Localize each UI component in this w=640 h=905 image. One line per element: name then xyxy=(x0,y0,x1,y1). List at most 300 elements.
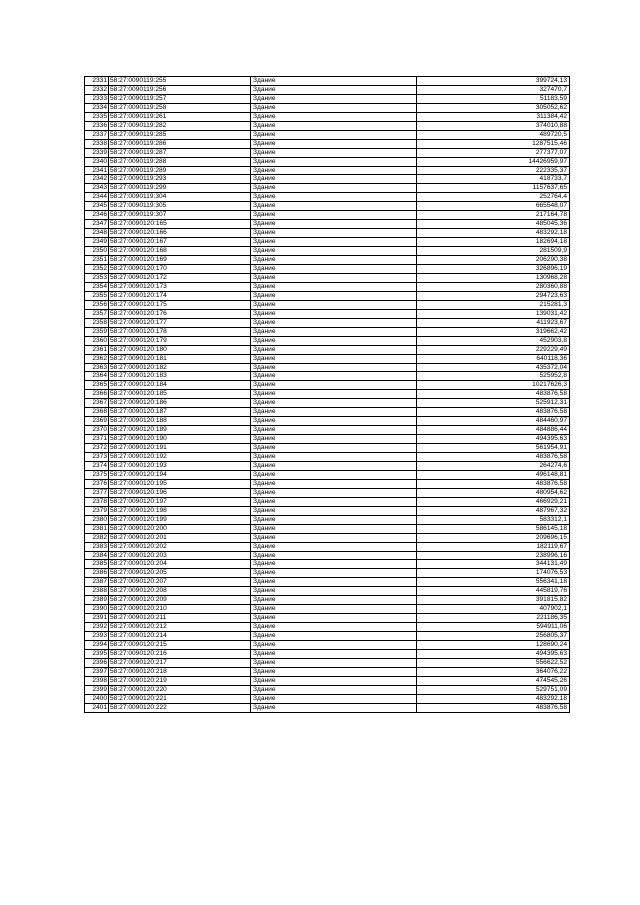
cadastral-value-cell: 494395,63 xyxy=(417,435,570,444)
object-type-cell: Здание xyxy=(251,139,417,148)
object-type-cell: Здание xyxy=(251,256,417,265)
cadastral-value-cell: 594911,06 xyxy=(417,623,570,632)
row-number-cell: 2338 xyxy=(85,139,109,148)
row-number-cell: 2341 xyxy=(85,166,109,175)
cadastral-value-cell: 256805,37 xyxy=(417,632,570,641)
cadastral-value-cell: 466929,21 xyxy=(417,497,570,506)
cadastral-value-cell: 483876,58 xyxy=(417,408,570,417)
table-row xyxy=(85,265,570,274)
table-row xyxy=(85,390,570,399)
table-row xyxy=(85,112,570,121)
cadastral-number-cell: 58:27:0090119:255 xyxy=(109,77,251,86)
row-number-cell: 2358 xyxy=(85,318,109,327)
table-row xyxy=(85,77,570,86)
object-type-cell: Здание xyxy=(251,354,417,363)
table-row xyxy=(85,291,570,300)
table-row xyxy=(85,229,570,238)
row-number-cell: 2390 xyxy=(85,605,109,614)
table-row xyxy=(85,569,570,578)
table-row xyxy=(85,417,570,426)
object-type-cell: Здание xyxy=(251,533,417,542)
cadastral-number-cell: 58:27:0090120:216 xyxy=(109,650,251,659)
cadastral-value-cell: 583312,1 xyxy=(417,515,570,524)
row-number-cell: 2393 xyxy=(85,632,109,641)
cadastral-number-cell: 58:27:0090119:288 xyxy=(109,157,251,166)
table-row xyxy=(85,667,570,676)
object-type-cell: Здание xyxy=(251,336,417,345)
object-type-cell: Здание xyxy=(251,399,417,408)
row-number-cell: 2386 xyxy=(85,569,109,578)
cadastral-number-cell: 58:27:0090120:208 xyxy=(109,587,251,596)
table-row xyxy=(85,238,570,247)
cadastral-number-cell: 58:27:0090120:215 xyxy=(109,641,251,650)
table-row xyxy=(85,309,570,318)
object-type-cell: Здание xyxy=(251,524,417,533)
cadastral-value-cell: 399724,13 xyxy=(417,77,570,86)
cadastral-value-cell: 215281,3 xyxy=(417,300,570,309)
cadastral-number-cell: 58:27:0090119:293 xyxy=(109,175,251,184)
cadastral-value-cell: 128690,24 xyxy=(417,641,570,650)
row-number-cell: 2378 xyxy=(85,497,109,506)
cadastral-value-cell: 561954,91 xyxy=(417,444,570,453)
cadastral-value-cell: 209696,15 xyxy=(417,533,570,542)
cadastral-value-cell: 487967,32 xyxy=(417,506,570,515)
cadastral-number-cell: 58:27:0090120:166 xyxy=(109,229,251,238)
cadastral-number-cell: 58:27:0090120:214 xyxy=(109,632,251,641)
cadastral-value-cell: 14426959,97 xyxy=(417,157,570,166)
table-row xyxy=(85,614,570,623)
object-type-cell: Здание xyxy=(251,605,417,614)
cadastral-value-cell: 445819,76 xyxy=(417,587,570,596)
row-number-cell: 2377 xyxy=(85,488,109,497)
object-type-cell: Здание xyxy=(251,506,417,515)
object-type-cell: Здание xyxy=(251,94,417,103)
table-row xyxy=(85,85,570,94)
table-row xyxy=(85,542,570,551)
cadastral-value-cell: 489720,5 xyxy=(417,130,570,139)
object-type-cell: Здание xyxy=(251,282,417,291)
object-type-cell: Здание xyxy=(251,551,417,560)
cadastral-value-cell: 480954,62 xyxy=(417,488,570,497)
cadastral-number-cell: 58:27:0090119:285 xyxy=(109,130,251,139)
row-number-cell: 2372 xyxy=(85,444,109,453)
cadastral-value-cell: 452903,8 xyxy=(417,336,570,345)
table-row xyxy=(85,103,570,112)
cadastral-value-cell: 277377,07 xyxy=(417,148,570,157)
row-number-cell: 2332 xyxy=(85,85,109,94)
table-row xyxy=(85,318,570,327)
cadastral-value-cell: 229229,49 xyxy=(417,345,570,354)
cadastral-value-cell: 665548,07 xyxy=(417,202,570,211)
cadastral-number-cell: 58:27:0090119:304 xyxy=(109,193,251,202)
object-type-cell: Здание xyxy=(251,578,417,587)
cadastral-value-cell: 483876,58 xyxy=(417,479,570,488)
cadastral-number-cell: 58:27:0090120:198 xyxy=(109,506,251,515)
row-number-cell: 2376 xyxy=(85,479,109,488)
cadastral-value-cell: 411923,67 xyxy=(417,318,570,327)
cadastral-number-cell: 58:27:0090120:189 xyxy=(109,426,251,435)
object-type-cell: Здание xyxy=(251,103,417,112)
row-number-cell: 2384 xyxy=(85,551,109,560)
cadastral-value-cell: 407902,1 xyxy=(417,605,570,614)
row-number-cell: 2342 xyxy=(85,175,109,184)
table-row xyxy=(85,551,570,560)
cadastral-number-cell: 58:27:0090119:256 xyxy=(109,85,251,94)
row-number-cell: 2348 xyxy=(85,229,109,238)
cadastral-number-cell: 58:27:0090120:170 xyxy=(109,265,251,274)
cadastral-value-cell: 556622,52 xyxy=(417,658,570,667)
table-row xyxy=(85,497,570,506)
cadastral-number-cell: 58:27:0090120:217 xyxy=(109,658,251,667)
row-number-cell: 2381 xyxy=(85,524,109,533)
table-row xyxy=(85,211,570,220)
cadastral-number-cell: 58:27:0090120:194 xyxy=(109,470,251,479)
cadastral-number-cell: 58:27:0090120:197 xyxy=(109,497,251,506)
object-type-cell: Здание xyxy=(251,202,417,211)
row-number-cell: 2368 xyxy=(85,408,109,417)
object-type-cell: Здание xyxy=(251,650,417,659)
table-row xyxy=(85,676,570,685)
row-number-cell: 2357 xyxy=(85,309,109,318)
cadastral-number-cell: 58:27:0090120:193 xyxy=(109,461,251,470)
cadastral-number-cell: 58:27:0090120:205 xyxy=(109,569,251,578)
row-number-cell: 2336 xyxy=(85,121,109,130)
object-type-cell: Здание xyxy=(251,220,417,229)
cadastral-number-cell: 58:27:0090120:204 xyxy=(109,560,251,569)
row-number-cell: 2391 xyxy=(85,614,109,623)
table-row xyxy=(85,345,570,354)
object-type-cell: Здание xyxy=(251,175,417,184)
object-type-cell: Здание xyxy=(251,515,417,524)
row-number-cell: 2374 xyxy=(85,461,109,470)
table-row xyxy=(85,202,570,211)
row-number-cell: 2361 xyxy=(85,345,109,354)
row-number-cell: 2351 xyxy=(85,256,109,265)
object-type-cell: Здание xyxy=(251,345,417,354)
object-type-cell: Здание xyxy=(251,381,417,390)
cadastral-value-cell: 364076,22 xyxy=(417,667,570,676)
cadastral-number-cell: 58:27:0090120:207 xyxy=(109,578,251,587)
table-row xyxy=(85,488,570,497)
cadastral-number-cell: 58:27:0090120:192 xyxy=(109,453,251,462)
object-type-cell: Здание xyxy=(251,372,417,381)
table-row xyxy=(85,641,570,650)
cadastral-number-cell: 58:27:0090120:167 xyxy=(109,238,251,247)
row-number-cell: 2359 xyxy=(85,327,109,336)
cadastral-value-cell: 294723,63 xyxy=(417,291,570,300)
object-type-cell: Здание xyxy=(251,497,417,506)
table-row xyxy=(85,139,570,148)
object-type-cell: Здание xyxy=(251,676,417,685)
table-row xyxy=(85,408,570,417)
cadastral-value-cell: 327470,7 xyxy=(417,85,570,94)
cadastral-value-cell: 238996,16 xyxy=(417,551,570,560)
object-type-cell: Здание xyxy=(251,694,417,703)
cadastral-value-cell: 525952,8 xyxy=(417,372,570,381)
cadastral-number-cell: 58:27:0090119:257 xyxy=(109,94,251,103)
cadastral-value-cell: 221186,35 xyxy=(417,614,570,623)
object-type-cell: Здание xyxy=(251,488,417,497)
object-type-cell: Здание xyxy=(251,148,417,157)
table-row xyxy=(85,148,570,157)
row-number-cell: 2360 xyxy=(85,336,109,345)
cadastral-number-cell: 58:27:0090120:202 xyxy=(109,542,251,551)
object-type-cell: Здание xyxy=(251,211,417,220)
cadastral-number-cell: 58:27:0090120:195 xyxy=(109,479,251,488)
cadastral-value-cell: 494395,63 xyxy=(417,650,570,659)
cadastral-value-cell: 311384,42 xyxy=(417,112,570,121)
table-row xyxy=(85,560,570,569)
cadastral-number-cell: 58:27:0090120:168 xyxy=(109,247,251,256)
object-type-cell: Здание xyxy=(251,641,417,650)
table-row xyxy=(85,578,570,587)
cadastral-value-cell: 252764,4 xyxy=(417,193,570,202)
row-number-cell: 2346 xyxy=(85,211,109,220)
row-number-cell: 2401 xyxy=(85,703,109,712)
table-body xyxy=(85,77,570,713)
object-type-cell: Здание xyxy=(251,408,417,417)
table-row xyxy=(85,336,570,345)
cadastral-value-cell: 344131,49 xyxy=(417,560,570,569)
cadastral-number-cell: 58:27:0090120:184 xyxy=(109,381,251,390)
table-row xyxy=(85,175,570,184)
cadastral-value-cell: 640118,36 xyxy=(417,354,570,363)
cadastral-value-cell: 1287515,46 xyxy=(417,139,570,148)
cadastral-number-cell: 58:27:0090120:222 xyxy=(109,703,251,712)
table-row xyxy=(85,327,570,336)
table-row xyxy=(85,623,570,632)
cadastral-number-cell: 58:27:0090120:201 xyxy=(109,533,251,542)
object-type-cell: Здание xyxy=(251,184,417,193)
cadastral-number-cell: 58:27:0090120:174 xyxy=(109,291,251,300)
cadastral-number-cell: 58:27:0090120:200 xyxy=(109,524,251,533)
cadastral-number-cell: 58:27:0090120:183 xyxy=(109,372,251,381)
cadastral-value-table xyxy=(84,76,570,713)
cadastral-value-cell: 130968,28 xyxy=(417,273,570,282)
row-number-cell: 2396 xyxy=(85,658,109,667)
cadastral-number-cell: 58:27:0090120:211 xyxy=(109,614,251,623)
row-number-cell: 2343 xyxy=(85,184,109,193)
object-type-cell: Здание xyxy=(251,265,417,274)
row-number-cell: 2349 xyxy=(85,238,109,247)
row-number-cell: 2394 xyxy=(85,641,109,650)
table-row xyxy=(85,632,570,641)
cadastral-number-cell: 58:27:0090120:209 xyxy=(109,596,251,605)
cadastral-number-cell: 58:27:0090120:175 xyxy=(109,300,251,309)
row-number-cell: 2333 xyxy=(85,94,109,103)
object-type-cell: Здание xyxy=(251,703,417,712)
cadastral-value-cell: 182694,18 xyxy=(417,238,570,247)
row-number-cell: 2334 xyxy=(85,103,109,112)
cadastral-value-cell: 281509,9 xyxy=(417,247,570,256)
cadastral-value-cell: 474545,26 xyxy=(417,676,570,685)
table-row xyxy=(85,470,570,479)
row-number-cell: 2380 xyxy=(85,515,109,524)
table-row xyxy=(85,282,570,291)
cadastral-value-cell: 1157637,65 xyxy=(417,184,570,193)
row-number-cell: 2387 xyxy=(85,578,109,587)
table-row xyxy=(85,506,570,515)
cadastral-number-cell: 58:27:0090120:210 xyxy=(109,605,251,614)
row-number-cell: 2363 xyxy=(85,363,109,372)
table-row xyxy=(85,121,570,130)
cadastral-value-cell: 51183,59 xyxy=(417,94,570,103)
object-type-cell: Здание xyxy=(251,470,417,479)
cadastral-number-cell: 58:27:0090120:219 xyxy=(109,676,251,685)
cadastral-number-cell: 58:27:0090120:191 xyxy=(109,444,251,453)
object-type-cell: Здание xyxy=(251,453,417,462)
table-row xyxy=(85,587,570,596)
cadastral-value-cell: 484886,44 xyxy=(417,426,570,435)
row-number-cell: 2400 xyxy=(85,694,109,703)
row-number-cell: 2339 xyxy=(85,148,109,157)
cadastral-value-cell: 217164,78 xyxy=(417,211,570,220)
row-number-cell: 2365 xyxy=(85,381,109,390)
object-type-cell: Здание xyxy=(251,632,417,641)
cadastral-number-cell: 58:27:0090120:212 xyxy=(109,623,251,632)
object-type-cell: Здание xyxy=(251,596,417,605)
table-row xyxy=(85,444,570,453)
table-row xyxy=(85,658,570,667)
row-number-cell: 2369 xyxy=(85,417,109,426)
cadastral-number-cell: 58:27:0090120:220 xyxy=(109,685,251,694)
table-row xyxy=(85,435,570,444)
table-row xyxy=(85,247,570,256)
object-type-cell: Здание xyxy=(251,560,417,569)
row-number-cell: 2353 xyxy=(85,273,109,282)
cadastral-value-cell: 374010,88 xyxy=(417,121,570,130)
object-type-cell: Здание xyxy=(251,667,417,676)
object-type-cell: Здание xyxy=(251,542,417,551)
cadastral-number-cell: 58:27:0090120:185 xyxy=(109,390,251,399)
cadastral-number-cell: 58:27:0090120:165 xyxy=(109,220,251,229)
object-type-cell: Здание xyxy=(251,685,417,694)
object-type-cell: Здание xyxy=(251,121,417,130)
object-type-cell: Здание xyxy=(251,658,417,667)
table-row xyxy=(85,130,570,139)
object-type-cell: Здание xyxy=(251,327,417,336)
cadastral-value-cell: 586145,18 xyxy=(417,524,570,533)
object-type-cell: Здание xyxy=(251,273,417,282)
row-number-cell: 2397 xyxy=(85,667,109,676)
cadastral-number-cell: 58:27:0090120:199 xyxy=(109,515,251,524)
cadastral-value-cell: 483876,58 xyxy=(417,390,570,399)
table-row xyxy=(85,703,570,712)
table-row xyxy=(85,220,570,229)
cadastral-value-cell: 319662,42 xyxy=(417,327,570,336)
cadastral-value-cell: 525912,31 xyxy=(417,399,570,408)
cadastral-number-cell: 58:27:0090120:203 xyxy=(109,551,251,560)
row-number-cell: 2383 xyxy=(85,542,109,551)
table-row xyxy=(85,605,570,614)
cadastral-value-cell: 182119,67 xyxy=(417,542,570,551)
cadastral-number-cell: 58:27:0090120:181 xyxy=(109,354,251,363)
cadastral-value-cell: 326896,19 xyxy=(417,265,570,274)
row-number-cell: 2399 xyxy=(85,685,109,694)
cadastral-number-cell: 58:27:0090120:221 xyxy=(109,694,251,703)
cadastral-number-cell: 58:27:0090120:196 xyxy=(109,488,251,497)
object-type-cell: Здание xyxy=(251,390,417,399)
cadastral-number-cell: 58:27:0090119:289 xyxy=(109,166,251,175)
row-number-cell: 2337 xyxy=(85,130,109,139)
row-number-cell: 2347 xyxy=(85,220,109,229)
row-number-cell: 2392 xyxy=(85,623,109,632)
cadastral-number-cell: 58:27:0090120:218 xyxy=(109,667,251,676)
cadastral-number-cell: 58:27:0090120:186 xyxy=(109,399,251,408)
object-type-cell: Здание xyxy=(251,166,417,175)
table-row xyxy=(85,524,570,533)
cadastral-number-cell: 58:27:0090119:307 xyxy=(109,211,251,220)
row-number-cell: 2355 xyxy=(85,291,109,300)
object-type-cell: Здание xyxy=(251,417,417,426)
cadastral-number-cell: 58:27:0090119:299 xyxy=(109,184,251,193)
table-row xyxy=(85,685,570,694)
object-type-cell: Здание xyxy=(251,238,417,247)
cadastral-value-cell: 305052,62 xyxy=(417,103,570,112)
cadastral-value-cell: 280360,88 xyxy=(417,282,570,291)
table-row xyxy=(85,157,570,166)
table-row xyxy=(85,381,570,390)
row-number-cell: 2373 xyxy=(85,453,109,462)
row-number-cell: 2345 xyxy=(85,202,109,211)
cadastral-value-cell: 484460,97 xyxy=(417,417,570,426)
cadastral-number-cell: 58:27:0090120:173 xyxy=(109,282,251,291)
cadastral-number-cell: 58:27:0090119:287 xyxy=(109,148,251,157)
row-number-cell: 2375 xyxy=(85,470,109,479)
table-row xyxy=(85,461,570,470)
object-type-cell: Здание xyxy=(251,569,417,578)
object-type-cell: Здание xyxy=(251,461,417,470)
object-type-cell: Здание xyxy=(251,130,417,139)
row-number-cell: 2389 xyxy=(85,596,109,605)
cadastral-value-cell: 529751,09 xyxy=(417,685,570,694)
row-number-cell: 2370 xyxy=(85,426,109,435)
cadastral-value-cell: 391815,82 xyxy=(417,596,570,605)
table-row xyxy=(85,372,570,381)
object-type-cell: Здание xyxy=(251,318,417,327)
cadastral-number-cell: 58:27:0090120:180 xyxy=(109,345,251,354)
cadastral-number-cell: 58:27:0090120:188 xyxy=(109,417,251,426)
row-number-cell: 2367 xyxy=(85,399,109,408)
cadastral-number-cell: 58:27:0090120:172 xyxy=(109,273,251,282)
table-row xyxy=(85,596,570,605)
object-type-cell: Здание xyxy=(251,77,417,86)
row-number-cell: 2340 xyxy=(85,157,109,166)
table-row xyxy=(85,193,570,202)
row-number-cell: 2364 xyxy=(85,372,109,381)
object-type-cell: Здание xyxy=(251,112,417,121)
row-number-cell: 2356 xyxy=(85,300,109,309)
cadastral-value-cell: 222335,37 xyxy=(417,166,570,175)
object-type-cell: Здание xyxy=(251,426,417,435)
row-number-cell: 2344 xyxy=(85,193,109,202)
cadastral-value-cell: 435372,04 xyxy=(417,363,570,372)
cadastral-number-cell: 58:27:0090120:182 xyxy=(109,363,251,372)
row-number-cell: 2366 xyxy=(85,390,109,399)
row-number-cell: 2398 xyxy=(85,676,109,685)
cadastral-number-cell: 58:27:0090119:261 xyxy=(109,112,251,121)
cadastral-number-cell: 58:27:0090120:169 xyxy=(109,256,251,265)
table-row xyxy=(85,399,570,408)
cadastral-value-cell: 483876,58 xyxy=(417,703,570,712)
table-row xyxy=(85,363,570,372)
cadastral-value-cell: 418733,7 xyxy=(417,175,570,184)
table-row xyxy=(85,479,570,488)
row-number-cell: 2331 xyxy=(85,77,109,86)
object-type-cell: Здание xyxy=(251,479,417,488)
object-type-cell: Здание xyxy=(251,444,417,453)
object-type-cell: Здание xyxy=(251,300,417,309)
